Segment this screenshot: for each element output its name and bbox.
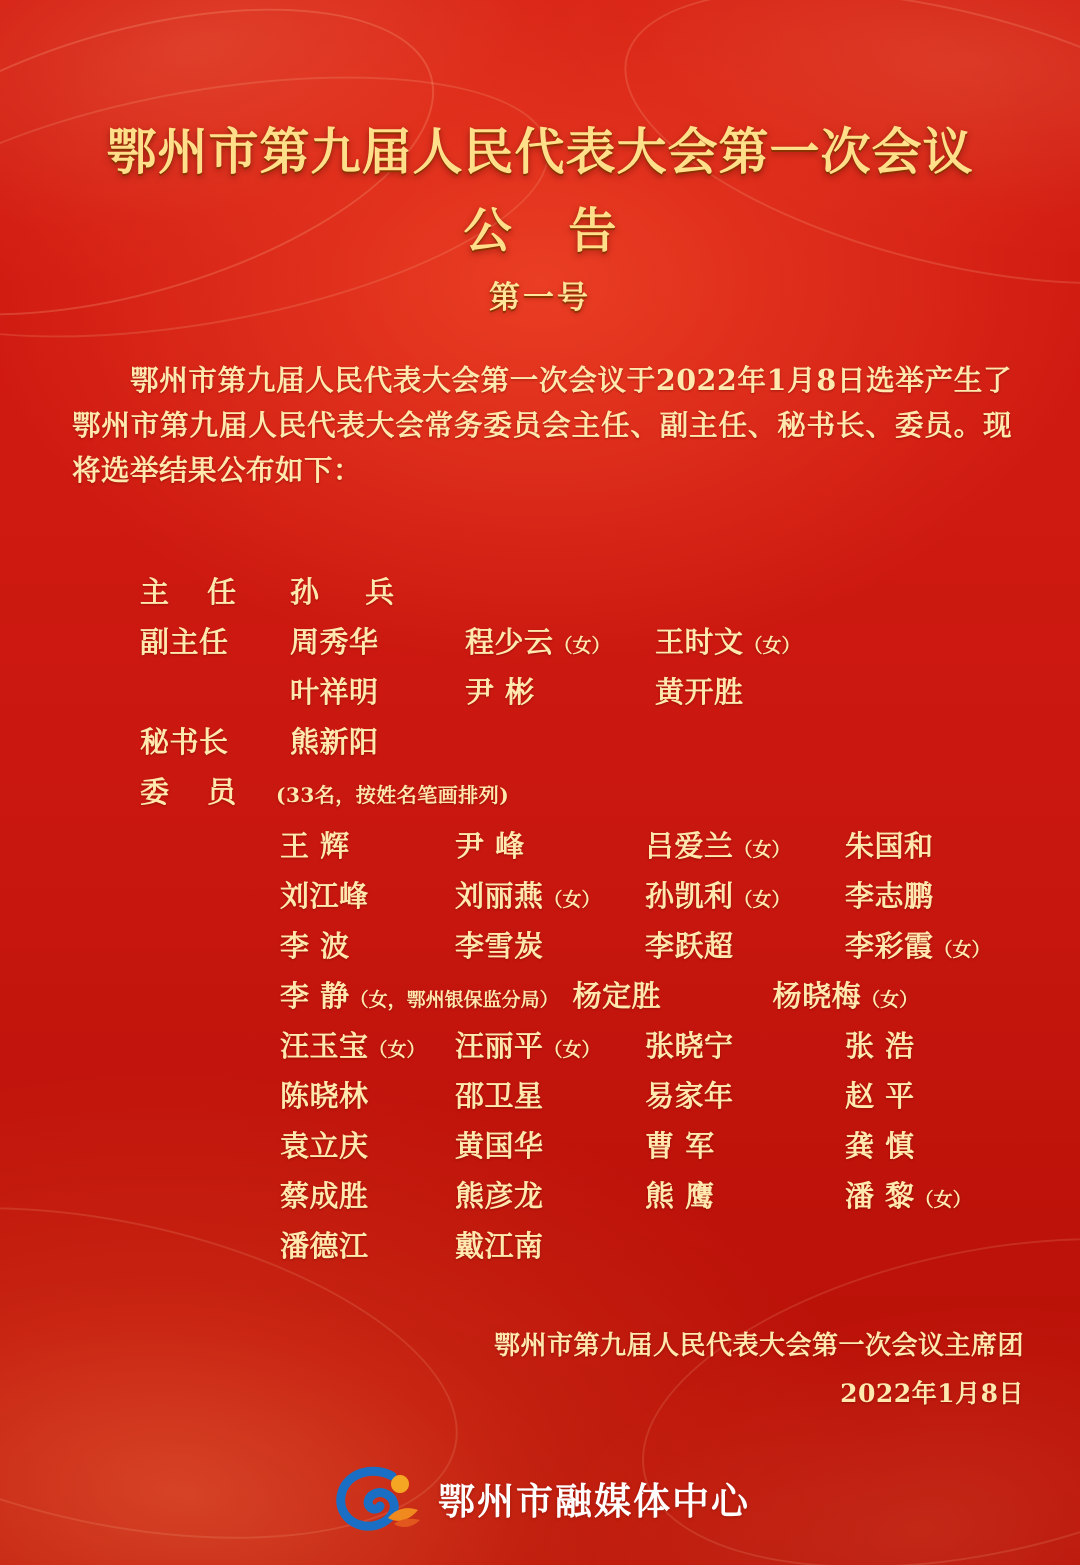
roster-name: 李 波: [280, 929, 350, 963]
page-subtitle: 公 告: [463, 203, 637, 259]
roster-name-note: （女）: [543, 889, 601, 911]
roster-name-cell: [465, 620, 655, 661]
roster-name: 龚 慎: [845, 1129, 915, 1163]
roster-name-cell: [573, 974, 773, 1015]
roster-name: 刘江峰: [280, 879, 369, 913]
roster-name: 汪丽平: [455, 1029, 544, 1063]
roster-name-cell: [465, 670, 655, 711]
roster-name-cell: [845, 1174, 1045, 1215]
roster-name-cell: [455, 1224, 645, 1265]
roster-name-cell: [455, 1174, 645, 1215]
table-row: [0, 1124, 1080, 1174]
announcement-number: 第一号: [489, 280, 591, 316]
roster-label-chairman: 主 任: [140, 575, 251, 609]
roster-row-members-header: [0, 770, 1080, 822]
signature-date: 2022年1月8日: [840, 1379, 1024, 1408]
brand-name: 鄂州市融媒体中心: [438, 1480, 750, 1523]
roster-name: 熊新阳: [290, 725, 379, 759]
roster-name: 孙凯利: [645, 879, 734, 913]
roster-name: 潘 黎: [845, 1179, 915, 1213]
roster-row-vice-chairmen-2: [0, 670, 1080, 720]
roster-names-vice-1: [290, 620, 1080, 661]
roster-name-note: （女）: [933, 939, 991, 961]
signature-block: [494, 1325, 1024, 1410]
table-row: [0, 1074, 1080, 1124]
roster-members-count-note: (33名，按姓名笔画排列): [276, 783, 510, 807]
roster-name-cell: [455, 1124, 645, 1165]
roster-name-note: （女）: [543, 1039, 601, 1061]
roster-name: 邵卫星: [455, 1079, 544, 1113]
table-row: [0, 974, 1080, 1024]
roster-name: 李志鹏: [845, 879, 934, 913]
roster-name-cell: [280, 1124, 455, 1165]
roster-name: 尹 峰: [455, 829, 525, 863]
swirl-logo-icon: [330, 1462, 422, 1534]
roster-label-vice-chairmen: 副主任: [140, 625, 229, 659]
roster-name-cell: [455, 1024, 645, 1065]
roster-row-secretary-general: [0, 720, 1080, 770]
roster-name-cell: [280, 924, 455, 965]
roster-name-note: （女）: [553, 635, 611, 657]
roster-name: 程少云: [465, 625, 554, 659]
roster-name: 刘丽燕: [455, 879, 544, 913]
table-row: [0, 1174, 1080, 1224]
roster-name-note: （女，鄂州银保监分局）: [349, 989, 559, 1011]
roster-name: 汪玉宝: [280, 1029, 369, 1063]
roster-name-cell: [290, 670, 465, 711]
table-row: [0, 1224, 1080, 1274]
roster-name-cell: [455, 924, 645, 965]
roster-name-cell: [280, 974, 559, 1015]
roster-name: 李雪炭: [455, 929, 544, 963]
roster-row-vice-chairmen-1: [0, 620, 1080, 670]
roster-name: 杨晓梅: [772, 979, 862, 1013]
footer-brand: [0, 1462, 1080, 1534]
roster-name: 朱国和: [845, 829, 934, 863]
roster-name-cell: [655, 620, 855, 661]
roster-name-cell: [455, 1074, 645, 1115]
roster-name-note: （女）: [733, 889, 791, 911]
roster-name-note: （女）: [733, 839, 791, 861]
roster-name-cell: [645, 824, 845, 865]
roster-name-cell: [845, 874, 1045, 915]
roster-name: 吕爱兰: [645, 829, 734, 863]
roster-row-chairman: [0, 570, 1080, 620]
roster-name-note: （女）: [368, 1039, 426, 1061]
roster-name-cell: [655, 670, 855, 711]
roster-name: 杨定胜: [572, 979, 662, 1013]
roster-members-list: [0, 824, 1080, 1274]
roster-name: 戴江南: [455, 1229, 544, 1263]
roster-name-cell: [280, 1074, 455, 1115]
roster-name-cell: [645, 1024, 845, 1065]
roster-names-secretary-general: [290, 720, 1080, 761]
signature-issuer: 鄂州市第九届人民代表大会第一次会议主席团: [493, 1331, 1024, 1361]
roster-name-cell: [845, 1024, 1045, 1065]
roster-name: 潘德江: [280, 1229, 369, 1263]
roster-label-secretary-general: 秘书长: [140, 725, 229, 759]
roster-name: 张 浩: [845, 1029, 915, 1063]
roster-name-cell: [280, 1024, 455, 1065]
roster-name: 易家年: [645, 1079, 734, 1113]
roster-name: 李彩霞: [845, 929, 934, 963]
elected-roster: [0, 570, 1080, 1274]
roster-name-cell: [280, 874, 455, 915]
roster-name-cell: [845, 824, 1045, 865]
roster-label-members: 委 员: [140, 775, 251, 809]
roster-name: 熊 鹰: [645, 1179, 715, 1213]
roster-name-cell: [280, 824, 455, 865]
announcement-body: 鄂州市第九届人民代表大会第一次会议于2022年1月8日选举产生了鄂州市第九届人民代表大会常务委员会主任、副主任、秘书长、委员。现将选举结果公布如下：: [72, 363, 1012, 487]
roster-name-cell: [455, 824, 645, 865]
roster-name: 曹 军: [645, 1129, 715, 1163]
table-row: [0, 1024, 1080, 1074]
roster-name: 王时文: [655, 625, 744, 659]
roster-names-chairman: [290, 570, 1080, 611]
roster-name-cell: [845, 1074, 1045, 1115]
roster-name-cell: [645, 874, 845, 915]
page-title: 鄂州市第九届人民代表大会第一次会议: [106, 122, 974, 181]
roster-name: 李 静: [280, 979, 350, 1013]
roster-name-note: （女）: [914, 1189, 972, 1211]
roster-name-note: （女）: [861, 989, 919, 1011]
roster-name: 袁立庆: [280, 1129, 369, 1163]
roster-name-cell: [645, 1074, 845, 1115]
roster-name: 李跃超: [645, 929, 734, 963]
roster-name: 陈晓林: [280, 1079, 369, 1113]
roster-name: 熊彦龙: [455, 1179, 544, 1213]
roster-name-cell: [845, 924, 1045, 965]
roster-name-cell: [773, 974, 973, 1015]
table-row: [0, 824, 1080, 874]
table-row: [0, 924, 1080, 974]
roster-name: 孙 兵: [290, 575, 413, 609]
roster-name: 王 辉: [280, 829, 350, 863]
roster-name-cell: [455, 874, 645, 915]
roster-name: 蔡成胜: [280, 1179, 369, 1213]
roster-name-note: （女）: [743, 635, 801, 657]
roster-name-cell: [845, 1124, 1045, 1165]
roster-name-cell: [280, 1224, 455, 1265]
roster-name: 叶祥明: [290, 675, 379, 709]
roster-name-cell: [645, 924, 845, 965]
roster-name-cell: [280, 1174, 455, 1215]
roster-name-cell: [290, 620, 465, 661]
roster-name: 赵 平: [845, 1079, 915, 1113]
roster-name: 黄开胜: [655, 675, 744, 709]
table-row: [0, 874, 1080, 924]
roster-name: 尹 彬: [465, 675, 535, 709]
roster-name: 张晓宁: [645, 1029, 734, 1063]
roster-name: 黄国华: [455, 1129, 544, 1163]
roster-names-vice-2: [290, 670, 1080, 711]
roster-name-cell: [645, 1174, 845, 1215]
roster-name-cell: [645, 1124, 845, 1165]
roster-name: 周秀华: [290, 625, 379, 659]
